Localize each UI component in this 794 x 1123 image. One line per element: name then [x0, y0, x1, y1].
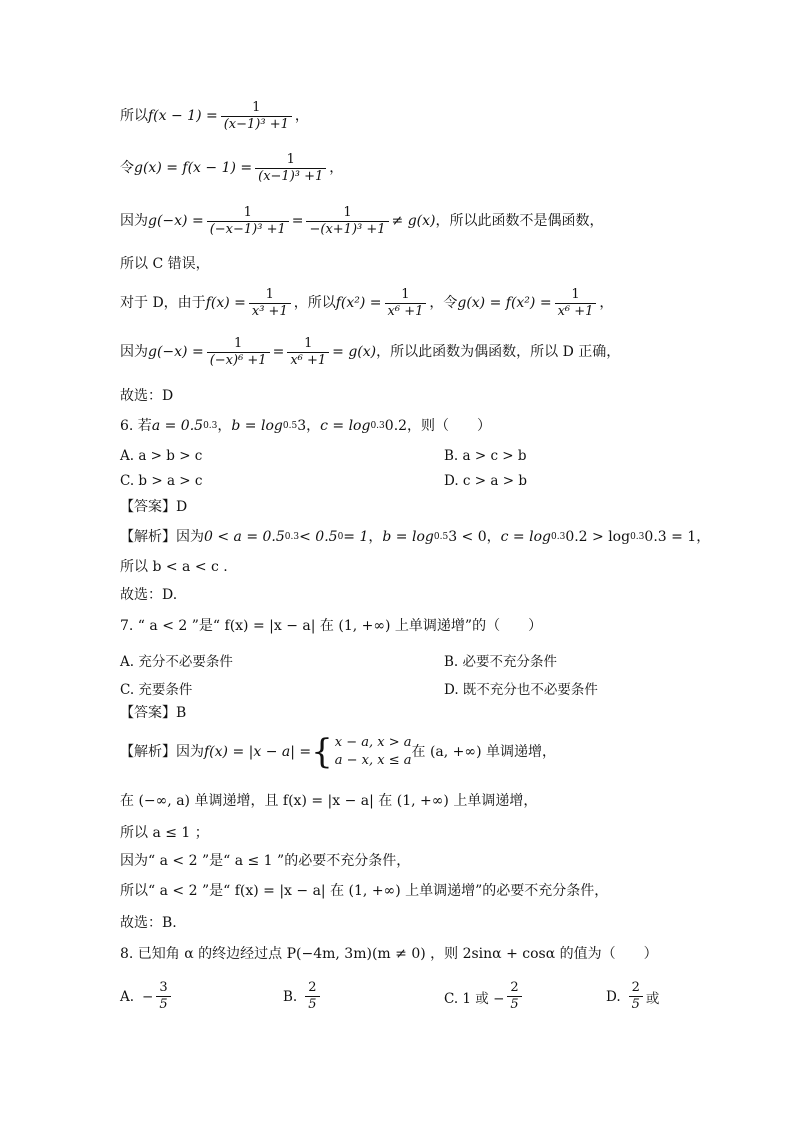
- explanation-line-4: 因为“ a < 2 ”是“ a ≤ 1 ”的必要不充分条件，: [120, 853, 411, 869]
- explanation-line-6: 故选：B.: [120, 915, 177, 931]
- piecewise: [311, 734, 411, 770]
- text: ，: [696, 529, 711, 545]
- option-c: C. b > a > c: [120, 473, 203, 489]
- numerator: 1: [343, 205, 352, 220]
- math-expr: c = log: [320, 418, 371, 434]
- math-expr: f(x²) =: [335, 295, 382, 312]
- option-a: A. 充分不必要条件: [120, 654, 233, 670]
- math-expr: f(x − 1) =: [148, 108, 218, 125]
- solution-line-5: [120, 287, 613, 320]
- option-c: [444, 980, 525, 1013]
- denominator: x³ +1: [249, 303, 291, 320]
- math-expr: b = log: [382, 529, 434, 545]
- text: 【解析】因为: [120, 743, 204, 760]
- numerator: 2: [510, 980, 519, 995]
- subscript: 0.3: [630, 532, 645, 542]
- fraction: [221, 100, 292, 133]
- denominator: 5: [629, 996, 643, 1013]
- denominator: 5: [507, 996, 521, 1013]
- text: ，则（ ）: [407, 418, 492, 434]
- math-expr: b = log: [231, 418, 283, 434]
- fraction: [249, 287, 291, 320]
- fraction: [385, 287, 427, 320]
- option-b: B. a > c > b: [444, 448, 527, 464]
- option-label: A.: [120, 988, 135, 1005]
- math-expr: 0.3 = 1: [644, 529, 697, 545]
- numerator: 1: [234, 336, 243, 351]
- math-expr: 0 < a = 0.5: [204, 529, 285, 545]
- brace-icon: {: [311, 732, 333, 772]
- numerator: 1: [571, 287, 580, 302]
- piecewise-rows: [335, 734, 412, 770]
- solution-line-1: [120, 100, 309, 133]
- math-expr: = g(x): [332, 344, 377, 361]
- case-1: x − a, x > a: [334, 735, 412, 750]
- question-7-stem: 7. “ a < 2 ”是“ f(x) = |x − a| 在 (1, +∞) 上单调递增”的（ ）: [120, 618, 543, 634]
- denominator: (−x−1)³ +1: [207, 221, 289, 238]
- solution-line-6: [120, 336, 620, 369]
- numerator: 1: [286, 152, 295, 167]
- option-c: C. 充要条件: [120, 682, 193, 698]
- denominator: x⁶ +1: [287, 352, 329, 369]
- text: 6. 若: [120, 418, 152, 434]
- text: ，: [486, 529, 501, 545]
- fraction: [629, 980, 643, 1013]
- text: ，: [368, 529, 383, 545]
- math-expr: =: [272, 344, 285, 361]
- math-expr: 3: [297, 418, 307, 434]
- text: 【解析】因为: [120, 529, 204, 545]
- math-expr: g(−x) =: [148, 344, 204, 361]
- text: ，: [306, 418, 321, 434]
- explanation-line-3: 故选：D.: [120, 587, 178, 603]
- text: 或: [645, 990, 660, 1007]
- explanation-line-3: 所以 a ≤ 1 ；: [120, 825, 209, 841]
- math-expr: =: [291, 213, 304, 230]
- option-label: B.: [283, 988, 298, 1005]
- explanation-line-2: 所以 b < a < c .: [120, 559, 228, 575]
- numerator: 2: [631, 980, 640, 995]
- math-expr: 0.2 > log: [565, 529, 631, 545]
- exponent: 0.3: [203, 421, 218, 431]
- numerator: 2: [308, 980, 317, 995]
- text: 所以: [120, 108, 148, 125]
- math-expr: < 0.5: [299, 529, 338, 545]
- subscript: 0.5: [282, 421, 298, 431]
- math-expr: 0.2: [384, 418, 408, 434]
- question-6-stem: [120, 418, 491, 435]
- denominator: 5: [305, 996, 319, 1013]
- text: ，所以此函数不是偶函数，: [435, 213, 604, 230]
- text: 令: [120, 160, 134, 177]
- numerator: 1: [304, 336, 313, 351]
- fraction: [305, 980, 319, 1013]
- math-expr: c = log: [500, 529, 551, 545]
- text: ，所以此函数为偶函数，所以 D 正确，: [376, 344, 621, 361]
- text: ，: [599, 295, 614, 312]
- fraction: [207, 336, 270, 369]
- subscript: 0.3: [370, 421, 385, 431]
- explanation-line-1: [120, 734, 556, 770]
- text: 因为: [120, 213, 148, 230]
- fraction: [255, 152, 326, 185]
- fraction: [507, 980, 521, 1013]
- fraction: [207, 205, 289, 238]
- solution-line-3: [120, 205, 604, 238]
- fraction: [555, 287, 597, 320]
- math-expr: g(x) = f(x²) =: [457, 295, 552, 312]
- option-a: A. a > b > c: [120, 448, 203, 464]
- minus-sign: −: [142, 988, 154, 1005]
- math-expr: f(x) = |x − a| =: [204, 743, 312, 760]
- math-expr: g(−x) =: [148, 213, 204, 230]
- text: ，所以: [293, 295, 336, 312]
- math-expr: g(x) = f(x − 1) =: [134, 160, 253, 177]
- question-8-stem: 8. 已知角 α 的终边经过点 P(−4m, 3m)(m ≠ 0) ，则 2sinα + cosα 的值为（ ）: [120, 946, 658, 962]
- solution-line-2: [120, 152, 343, 185]
- explanation-line-2: 在 (−∞, a) 单调递增，且 f(x) = |x − a| 在 (1, +∞) 上单调递增，: [120, 793, 538, 809]
- exponent: 0.3: [284, 532, 300, 542]
- denominator: (x−1)³ +1: [255, 168, 326, 185]
- text: 所以 C 错误，: [120, 256, 210, 272]
- math-expr: f(x) =: [205, 295, 246, 312]
- option-a: [120, 980, 174, 1013]
- explanation-line-5: 所以“ a < 2 ”是“ f(x) = |x − a| 在 (1, +∞) 上单调递增”的必要不充分条件，: [120, 883, 609, 899]
- fraction: [306, 205, 388, 238]
- option-d: D. 既不充分也不必要条件: [444, 682, 598, 698]
- option-b: [283, 980, 323, 1013]
- subscript: 0.5: [433, 532, 449, 542]
- text: ，: [329, 160, 344, 177]
- text: ，: [294, 108, 309, 125]
- option-b: B. 必要不充分条件: [444, 654, 558, 670]
- numerator: 1: [265, 287, 274, 302]
- option-d: [606, 980, 659, 1013]
- denominator: x⁶ +1: [385, 303, 427, 320]
- text: 故选：D: [120, 388, 174, 404]
- fraction: [156, 980, 170, 1013]
- denominator: (−x)⁶ +1: [207, 352, 270, 369]
- exponent: 0: [337, 532, 344, 542]
- math-expr: 3 < 0: [448, 529, 487, 545]
- subscript: 0.3: [550, 532, 566, 542]
- denominator: (x−1)³ +1: [221, 116, 292, 133]
- text: ，: [217, 418, 232, 434]
- text: 因为: [120, 344, 148, 361]
- numerator: 3: [159, 980, 168, 995]
- case-2: a − x, x ≤ a: [334, 753, 412, 768]
- fraction: [287, 336, 329, 369]
- option-label: C. 1 或 −: [444, 990, 505, 1007]
- answer: 【答案】D: [120, 499, 188, 515]
- explanation-line-1: [120, 529, 710, 546]
- denominator: 5: [156, 996, 170, 1013]
- solution-line-7: [120, 388, 173, 405]
- text: ，令: [429, 295, 458, 312]
- solution-line-4: [120, 256, 210, 273]
- option-d: D. c > a > b: [444, 473, 527, 489]
- denominator: x⁶ +1: [555, 303, 597, 320]
- numerator: 1: [252, 100, 261, 115]
- option-label: D.: [606, 988, 621, 1005]
- math-expr: a = 0.5: [151, 418, 204, 434]
- answer: 【答案】B: [120, 705, 187, 721]
- numerator: 1: [401, 287, 410, 302]
- denominator: −(x+1)³ +1: [306, 221, 388, 238]
- text: 在 (a, +∞) 单调递增，: [411, 743, 556, 760]
- math-expr: ≠ g(x): [391, 213, 436, 230]
- math-expr: = 1: [343, 529, 369, 545]
- numerator: 1: [243, 205, 252, 220]
- text: 对于 D，由于: [120, 295, 206, 312]
